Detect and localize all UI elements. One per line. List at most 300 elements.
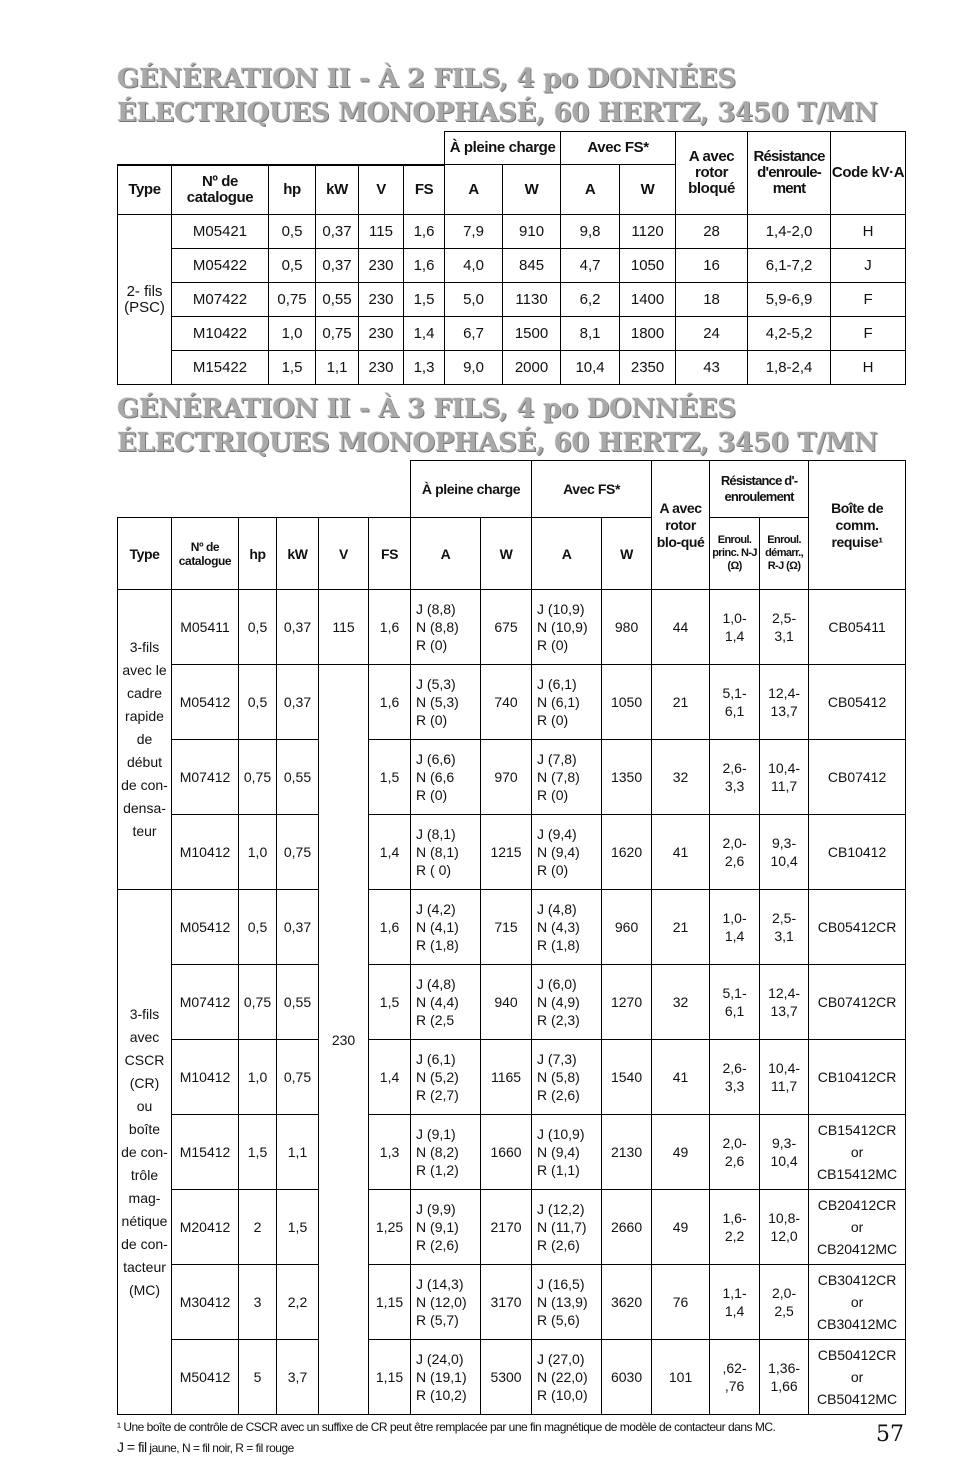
header-a: A xyxy=(411,518,481,590)
cell-line: J (9,4) xyxy=(537,826,577,842)
cell-line: 2,0- xyxy=(722,1135,747,1151)
legend-rest: jaune, N = fil noir, R = fil rouge xyxy=(146,1441,294,1455)
cell-fs: 1,6 xyxy=(369,590,411,665)
cell-catalog: M05422 xyxy=(172,249,269,283)
section-title-2-wire xyxy=(117,62,877,130)
cell-line: R (2,6) xyxy=(537,1087,580,1103)
cell-locked-rotor: 28 xyxy=(676,215,748,249)
cell-fs: 1,4 xyxy=(369,1040,411,1115)
header-fs: FS xyxy=(369,518,411,590)
cell-w: 740 xyxy=(481,665,532,740)
cell-line: J (9,9) xyxy=(416,1201,456,1217)
cell-line: 9,3- xyxy=(772,835,797,851)
cell-line: J (5,3) xyxy=(416,676,456,692)
cell-fs: 1,6 xyxy=(369,890,411,965)
cell-hp: 5 xyxy=(239,1340,277,1415)
header-a: A xyxy=(445,165,503,215)
cell-line: 2,5- xyxy=(772,610,797,626)
cell-line: R (2,7) xyxy=(416,1087,459,1103)
header-control-box: Boîte de comm. requise¹ xyxy=(809,461,906,590)
cell-line: R (0) xyxy=(416,712,448,728)
cell-code: F xyxy=(831,283,906,317)
page-number: 57 xyxy=(876,1422,904,1447)
cell-start-winding xyxy=(760,1115,809,1190)
cell-a-fs xyxy=(532,1115,602,1190)
type-cell: 2- fils (PSC) xyxy=(118,215,172,385)
cell-line: 2,6- xyxy=(722,760,747,776)
cell-catalog: M15422 xyxy=(172,351,269,385)
cell-line: CB10412CR xyxy=(817,1069,897,1085)
header-kw: kW xyxy=(316,165,359,215)
cell-control-box xyxy=(809,665,906,740)
cell-line: or xyxy=(850,1369,864,1385)
header-main-winding: Enroul. princ. N-J (Ω) xyxy=(710,518,760,590)
header-catalog: Nº de catalogue xyxy=(172,518,239,590)
footnote: ¹ Une boîte de contrôle de CSCR avec un suffixe de CR peut être remplacée par une fin magnétique de modèle de contacteur dans MC. xyxy=(117,1420,776,1434)
cell-line: N (9,1) xyxy=(416,1219,459,1235)
cell-line: N (4,9) xyxy=(537,994,580,1010)
cell-resistance: 5,9-6,9 xyxy=(748,283,831,317)
cell-hp: 1,5 xyxy=(269,351,316,385)
cell-w: 1660 xyxy=(481,1115,532,1190)
table-2-wire xyxy=(117,131,906,385)
header-full-load: À pleine charge xyxy=(445,132,561,165)
cell-line: R ( 0) xyxy=(416,862,452,878)
cell-line: 10,8- xyxy=(768,1210,801,1226)
cell-resistance: 1,4-2,0 xyxy=(748,215,831,249)
cell-control-box xyxy=(809,740,906,815)
cell-main-winding xyxy=(710,1265,760,1340)
cell-a: 6,7 xyxy=(445,317,503,351)
cell-line: J (12,2) xyxy=(537,1201,585,1217)
cell-a xyxy=(411,965,481,1040)
cell-line: J (10,9) xyxy=(537,1126,585,1142)
cell-catalog: M05412 xyxy=(172,665,239,740)
cell-line: N (5,3) xyxy=(416,694,459,710)
table-row xyxy=(118,965,906,1040)
cell-a xyxy=(411,590,481,665)
cell-line: CB05411 xyxy=(828,619,886,635)
cell-line: CB05412CR xyxy=(817,919,897,935)
cell-line: N (5,2) xyxy=(416,1069,459,1085)
cell-control-box xyxy=(809,590,906,665)
cell-w-fs: 6030 xyxy=(602,1340,652,1415)
cell-locked-rotor: 43 xyxy=(676,351,748,385)
cell-line: 12,4- xyxy=(768,685,801,701)
cell-hp: 3 xyxy=(239,1265,277,1340)
cell-locked-rotor: 21 xyxy=(652,665,710,740)
table-row xyxy=(118,1040,906,1115)
cell-hp: 1,0 xyxy=(239,815,277,890)
header-w-fs: W xyxy=(602,518,652,590)
cell-hp: 0,5 xyxy=(269,215,316,249)
cell-w: 1215 xyxy=(481,815,532,890)
cell-a xyxy=(411,1265,481,1340)
cell-line: CB50412MC xyxy=(817,1391,898,1407)
cell-start-winding xyxy=(760,740,809,815)
cell-kw: 1,5 xyxy=(277,1190,319,1265)
cell-w-fs: 1050 xyxy=(620,249,676,283)
cell-line: N (22,0) xyxy=(537,1369,588,1385)
cell-line: 3,3 xyxy=(724,1078,745,1094)
cell-kw: 0,37 xyxy=(277,890,319,965)
cell-line: N (10,9) xyxy=(537,619,588,635)
header-winding-resistance: Résistance d'enroule-ment xyxy=(748,132,831,215)
cell-line: N (5,8) xyxy=(537,1069,580,1085)
cell-catalog: M20412 xyxy=(172,1190,239,1265)
cell-line: J (10,9) xyxy=(537,601,585,617)
cell-fs: 1,6 xyxy=(404,215,445,249)
cell-fs: 1,15 xyxy=(369,1340,411,1415)
cell-locked-rotor: 32 xyxy=(652,740,710,815)
cell-a-fs xyxy=(532,590,602,665)
cell-line: 2,0- xyxy=(772,1285,797,1301)
cell-line: J (16,5) xyxy=(537,1276,585,1292)
cell-w-fs: 2660 xyxy=(602,1190,652,1265)
cell-kw: 0,37 xyxy=(316,249,359,283)
table-3-wire-body xyxy=(118,590,906,1415)
cell-a xyxy=(411,890,481,965)
cell-w-fs: 1540 xyxy=(602,1040,652,1115)
cell-line: 1,0- xyxy=(722,610,747,626)
cell-resistance: 4,2-5,2 xyxy=(748,317,831,351)
title-line-2: ÉLECTRIQUES MONOPHASÉ, 60 HERTZ, 3450 T/MN xyxy=(117,428,878,458)
cell-catalog: M05421 xyxy=(172,215,269,249)
cell-code: F xyxy=(831,317,906,351)
cell-a-fs: 10,4 xyxy=(561,351,620,385)
cell-line: 1,4 xyxy=(724,1303,745,1319)
cell-kw: 0,55 xyxy=(277,965,319,1040)
cell-w-fs: 2350 xyxy=(620,351,676,385)
cell-locked-rotor: 16 xyxy=(676,249,748,283)
cell-main-winding xyxy=(710,740,760,815)
cell-v: 115 xyxy=(319,590,369,665)
cell-line: 1,4 xyxy=(724,928,745,944)
cell-main-winding xyxy=(710,890,760,965)
cell-a-fs xyxy=(532,965,602,1040)
cell-v: 230 xyxy=(359,351,404,385)
cell-locked-rotor: 41 xyxy=(652,815,710,890)
cell-line: R (1,8) xyxy=(416,937,459,953)
type-cell: 3-fils avec le cadre rapide de début de con-densa-teur xyxy=(118,590,172,890)
cell-hp: 0,5 xyxy=(239,890,277,965)
cell-catalog: M07412 xyxy=(172,740,239,815)
header-v: V xyxy=(359,165,404,215)
cell-a xyxy=(411,665,481,740)
table-row xyxy=(118,249,906,283)
table-row xyxy=(118,351,906,385)
cell-w: 2170 xyxy=(481,1190,532,1265)
cell-control-box xyxy=(809,1115,906,1190)
header-w-fs: W xyxy=(620,165,676,215)
cell-line: J (4,2) xyxy=(416,901,456,917)
cell-line: 3,1 xyxy=(774,928,794,944)
cell-line: J (6,6) xyxy=(416,751,456,767)
cell-control-box xyxy=(809,890,906,965)
cell-line: R (2,6) xyxy=(416,1237,459,1253)
cell-code: H xyxy=(831,351,906,385)
header-a-fs: A xyxy=(561,165,620,215)
cell-a-fs xyxy=(532,1265,602,1340)
cell-fs: 1,4 xyxy=(369,815,411,890)
cell-line: 3,1 xyxy=(774,628,794,644)
cell-a: 7,9 xyxy=(445,215,503,249)
cell-main-winding xyxy=(710,1340,760,1415)
table-row xyxy=(118,1265,906,1340)
cell-a-fs: 9,8 xyxy=(561,215,620,249)
cell-line: 2,2 xyxy=(724,1228,745,1244)
blank-header-cell xyxy=(118,461,411,518)
cell-line: N (8,8) xyxy=(416,619,459,635)
cell-a-fs xyxy=(532,890,602,965)
cell-fs: 1,5 xyxy=(369,965,411,1040)
cell-line: 2,5- xyxy=(772,910,797,926)
cell-line: 2,0- xyxy=(722,835,747,851)
table-row xyxy=(118,740,906,815)
cell-line: R (0) xyxy=(416,637,448,653)
cell-v-230: 230 xyxy=(319,665,369,1415)
header-locked-rotor: A avec rotor bloqué xyxy=(676,132,748,215)
cell-line: R (10,0) xyxy=(537,1387,588,1403)
cell-catalog: M15412 xyxy=(172,1115,239,1190)
cell-line: 2,5 xyxy=(774,1303,794,1319)
cell-line: N (4,1) xyxy=(416,919,459,935)
table-row xyxy=(118,890,906,965)
cell-w-fs: 2130 xyxy=(602,1115,652,1190)
wire-color-legend xyxy=(117,1439,294,1455)
cell-a: 5,0 xyxy=(445,283,503,317)
header-catalog: Nº de catalogue xyxy=(172,165,269,215)
cell-locked-rotor: 49 xyxy=(652,1115,710,1190)
cell-line: 5,1- xyxy=(722,685,747,701)
cell-line: CB15412MC xyxy=(817,1166,898,1182)
cell-v: 230 xyxy=(359,317,404,351)
cell-line: 10,4- xyxy=(768,1060,801,1076)
cell-fs: 1,3 xyxy=(404,351,445,385)
table-row xyxy=(118,283,906,317)
table-row xyxy=(118,317,906,351)
cell-a xyxy=(411,1040,481,1115)
header-hp: hp xyxy=(269,165,316,215)
cell-kw: 0,55 xyxy=(277,740,319,815)
cell-w: 1130 xyxy=(503,283,561,317)
cell-line: 10,4 xyxy=(770,853,798,869)
cell-line: 11,7 xyxy=(770,1078,798,1094)
cell-line: R (1,1) xyxy=(537,1162,580,1178)
cell-line: R (0) xyxy=(537,862,569,878)
cell-w-fs: 1400 xyxy=(620,283,676,317)
cell-kw: 0,75 xyxy=(316,317,359,351)
cell-hp: 0,5 xyxy=(239,590,277,665)
cell-main-winding xyxy=(710,965,760,1040)
cell-main-winding xyxy=(710,1190,760,1265)
cell-hp: 0,5 xyxy=(239,665,277,740)
cell-line: 2,6 xyxy=(724,1153,745,1169)
section-title-3-wire xyxy=(117,392,877,460)
cell-line: J (6,0) xyxy=(537,976,577,992)
cell-code: H xyxy=(831,215,906,249)
cell-locked-rotor: 21 xyxy=(652,890,710,965)
cell-line: ,76 xyxy=(724,1378,745,1394)
cell-line: 11,7 xyxy=(770,778,798,794)
cell-line: J (7,8) xyxy=(537,751,577,767)
cell-resistance: 1,8-2,4 xyxy=(748,351,831,385)
cell-catalog: M50412 xyxy=(172,1340,239,1415)
cell-line: 1,0- xyxy=(722,910,747,926)
cell-w: 1165 xyxy=(481,1040,532,1115)
cell-w-fs: 1350 xyxy=(602,740,652,815)
cell-kw: 1,1 xyxy=(316,351,359,385)
cell-hp: 1,0 xyxy=(239,1040,277,1115)
cell-line: 2,6 xyxy=(724,853,745,869)
cell-w-fs: 960 xyxy=(602,890,652,965)
cell-code: J xyxy=(831,249,906,283)
cell-start-winding xyxy=(760,1340,809,1415)
cell-a xyxy=(411,1190,481,1265)
header-kw: kW xyxy=(277,518,319,590)
cell-locked-rotor: 101 xyxy=(652,1340,710,1415)
cell-line: 1,4 xyxy=(724,628,745,644)
cell-a-fs: 8,1 xyxy=(561,317,620,351)
cell-w: 675 xyxy=(481,590,532,665)
cell-line: N (12,0) xyxy=(416,1294,467,1310)
cell-w-fs: 1270 xyxy=(602,965,652,1040)
cell-control-box xyxy=(809,815,906,890)
cell-kw: 0,37 xyxy=(277,665,319,740)
cell-kw: 0,75 xyxy=(277,1040,319,1115)
cell-catalog: M05411 xyxy=(172,590,239,665)
cell-kw: 1,1 xyxy=(277,1115,319,1190)
cell-line: R (0) xyxy=(416,787,448,803)
header-kva-code: Code kV·A xyxy=(831,132,906,215)
cell-line: or xyxy=(850,1294,864,1310)
cell-fs: 1,5 xyxy=(404,283,445,317)
cell-line: 13,7 xyxy=(770,1003,798,1019)
cell-control-box xyxy=(809,965,906,1040)
cell-line: CB20412MC xyxy=(817,1241,898,1257)
cell-w: 1500 xyxy=(503,317,561,351)
cell-line: J (27,0) xyxy=(537,1351,585,1367)
cell-a: 9,0 xyxy=(445,351,503,385)
cell-start-winding xyxy=(760,1265,809,1340)
cell-locked-rotor: 32 xyxy=(652,965,710,1040)
cell-a-fs: 6,2 xyxy=(561,283,620,317)
cell-hp: 0,75 xyxy=(269,283,316,317)
cell-main-winding xyxy=(710,1115,760,1190)
header-w: W xyxy=(503,165,561,215)
cell-a-fs xyxy=(532,1340,602,1415)
cell-line: 6,1 xyxy=(724,1003,745,1019)
cell-a-fs xyxy=(532,815,602,890)
cell-w: 970 xyxy=(481,740,532,815)
cell-line: CB10412 xyxy=(827,844,887,860)
cell-fs: 1,5 xyxy=(369,740,411,815)
cell-kw: 0,37 xyxy=(316,215,359,249)
cell-main-winding xyxy=(710,665,760,740)
cell-catalog: M10422 xyxy=(172,317,269,351)
cell-line: J (6,1) xyxy=(416,1051,456,1067)
header-full-load: À pleine charge xyxy=(411,461,532,518)
table-row xyxy=(118,215,906,249)
cell-line: N (19,1) xyxy=(416,1369,467,1385)
cell-line: 1,6- xyxy=(722,1210,747,1226)
cell-catalog: M07412 xyxy=(172,965,239,1040)
cell-w-fs: 1050 xyxy=(602,665,652,740)
cell-catalog: M10412 xyxy=(172,1040,239,1115)
cell-line: CB07412 xyxy=(827,769,887,785)
cell-line: N (8,1) xyxy=(416,844,459,860)
cell-line: 1,66 xyxy=(770,1378,798,1394)
cell-v: 230 xyxy=(359,283,404,317)
cell-line: N (9,4) xyxy=(537,1144,580,1160)
cell-line: 3,3 xyxy=(724,778,745,794)
cell-line: CB05412 xyxy=(827,694,887,710)
cell-w: 715 xyxy=(481,890,532,965)
cell-a xyxy=(411,1340,481,1415)
cell-line: or xyxy=(850,1144,864,1160)
cell-line: 1,36- xyxy=(768,1360,801,1376)
cell-line: J (8,8) xyxy=(416,601,456,617)
header-type: Type xyxy=(118,165,172,215)
cell-a-fs xyxy=(532,1040,602,1115)
cell-start-winding xyxy=(760,590,809,665)
cell-a-fs: 4,7 xyxy=(561,249,620,283)
cell-line: J (14,3) xyxy=(416,1276,464,1292)
cell-line: N (6,1) xyxy=(537,694,580,710)
cell-line: R (1,8) xyxy=(537,937,580,953)
cell-w-fs: 1120 xyxy=(620,215,676,249)
cell-line: 1,1- xyxy=(722,1285,747,1301)
cell-line: 10,4 xyxy=(770,1153,798,1169)
cell-line: N (6,6 xyxy=(416,769,455,785)
cell-line: 6,1 xyxy=(724,703,745,719)
type-cell: 3-fils avec CSCR (CR) ou boîte de con-trôle mag-nétique de con-tacteur (MC) xyxy=(118,890,172,1415)
cell-line: N (8,2) xyxy=(416,1144,459,1160)
cell-line: R (2,6) xyxy=(537,1237,580,1253)
cell-w-fs: 1620 xyxy=(602,815,652,890)
cell-hp: 0,5 xyxy=(269,249,316,283)
cell-a-fs xyxy=(532,665,602,740)
cell-catalog: M30412 xyxy=(172,1265,239,1340)
cell-hp: 1,5 xyxy=(239,1115,277,1190)
cell-fs: 1,6 xyxy=(369,665,411,740)
cell-line: R (0) xyxy=(537,787,569,803)
cell-main-winding xyxy=(710,815,760,890)
cell-fs: 1,6 xyxy=(404,249,445,283)
cell-line: CB20412CR xyxy=(817,1197,897,1213)
cell-locked-rotor: 76 xyxy=(652,1265,710,1340)
cell-line: 12,0 xyxy=(770,1228,798,1244)
header-with-fs: Avec FS* xyxy=(561,132,676,165)
legend-prefix: J = fil xyxy=(117,1439,147,1455)
header-v: V xyxy=(319,518,369,590)
cell-line: 2,6- xyxy=(722,1060,747,1076)
blank-header-cell xyxy=(118,132,445,165)
cell-line: CB15412CR xyxy=(817,1122,897,1138)
cell-w-fs: 1800 xyxy=(620,317,676,351)
cell-line: R (0) xyxy=(537,712,569,728)
cell-locked-rotor: 44 xyxy=(652,590,710,665)
cell-line: J (6,1) xyxy=(537,676,577,692)
cell-line: R (2,5 xyxy=(416,1012,455,1028)
cell-line: N (4,3) xyxy=(537,919,580,935)
cell-w: 5300 xyxy=(481,1340,532,1415)
cell-hp: 1,0 xyxy=(269,317,316,351)
cell-line: J (7,3) xyxy=(537,1051,577,1067)
cell-resistance: 6,1-7,2 xyxy=(748,249,831,283)
cell-fs: 1,25 xyxy=(369,1190,411,1265)
cell-hp: 2 xyxy=(239,1190,277,1265)
